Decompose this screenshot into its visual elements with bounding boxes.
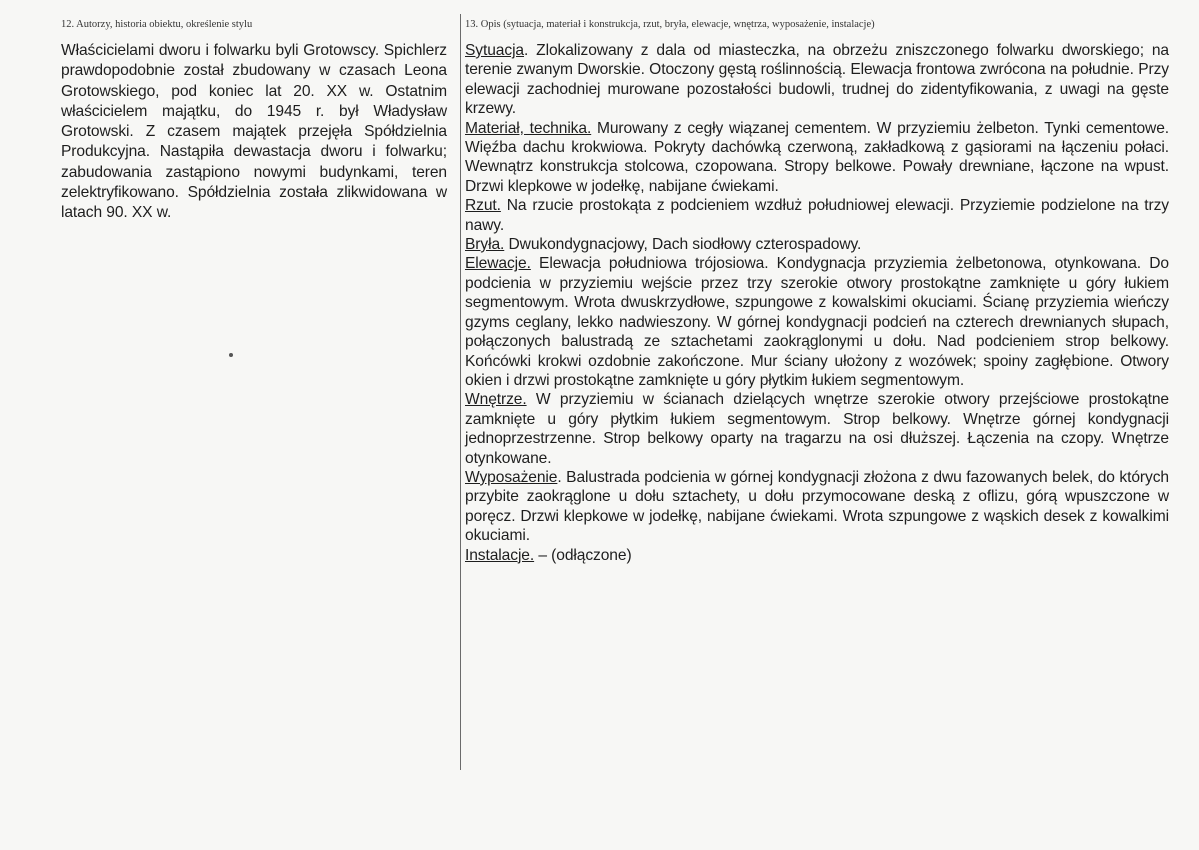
section-text: W przyziemiu w ścianach dzielących wnętrze szerokie otwory przejściowe prostokątne zamknięte u góry płytkim łukiem segmentowym. Strop belkowy. Wnętrze górnej kondygnacji jednoprzestrzenne. Strop belkowy oparty na tragarzu na osi dłuższej. Łączenia na czopy. Wnętrze otynkowane. [465, 391, 1169, 467]
section-text: Dwukondygnacjowy, Dach siodłowy czterospadowy. [504, 236, 862, 254]
section-rzut [465, 196, 1169, 235]
history-text: Właścicielami dworu i folwarku byli Grotowscy. Spichlerz prawdopodobnie został zbudowany w czasach Leona Grotowskiego, pod koniec lat 20. XX w. Ostatnim właścicielem majątku, do 1945 r. był Władysław Grotowski. Z czasem majątek przejęła Spółdzielnia Produkcyjna. Nastąpiła dewastacja dworu i folwarku; zabudowania zastąpiono nowymi budynkami, teren zelektryfikowano. Spółdzielnia została zlikwidowana w latach 90. XX w. [61, 42, 447, 222]
section-wnetrze [465, 390, 1169, 468]
section-text: Na rzucie prostokąta z podcieniem wzdłuż południowej elewacji. Przyziemie podzielone na trzy nawy. [465, 197, 1169, 234]
description-column-header: 13. Opis (sytuacja, materiał i konstrukcja, rzut, bryła, elewacje, wnętrza, wyposażenie, instalacje) [465, 19, 875, 30]
section-label: Instalacje. [465, 546, 535, 564]
section-label: Sytuacja [465, 42, 525, 59]
section-label: Wnętrze. [465, 391, 527, 409]
section-bryla [465, 235, 1169, 254]
history-column-header: 12. Autorzy, historia obiektu, określenie stylu [61, 19, 253, 30]
description-column [465, 18, 1169, 565]
section-label: Bryła. [465, 236, 505, 254]
section-label: Materiał, technika. [465, 119, 592, 137]
section-label: Wyposażenie [465, 468, 558, 486]
scan-speck [229, 353, 233, 357]
section-text: – (odłączone) [534, 546, 632, 564]
section-elewacje [465, 254, 1169, 390]
section-instalacje [465, 546, 1169, 565]
section-label: Elewacje. [465, 255, 531, 273]
history-column [61, 18, 447, 224]
description-body [465, 41, 1169, 565]
section-label: Rzut. [465, 197, 501, 215]
column-divider [460, 14, 461, 770]
section-text: . Zlokalizowany z dala od miasteczka, na obrzeżu zniszczonego folwarku dworskiego; na terenie zwanym Dworskie. Otoczony gęstą roślinnością. Elewacja frontowa zwrócona na południe. Przy elewacji zachodniej murowane pozostałości budowli, trudnej do zidentyfikowania, z uwagi na gęste krzewy. [465, 42, 1169, 118]
section-text: Murowany z cegły wiązanej cementem. W przyziemiu żelbeton. Tynki cementowe. Więźba dachu krokwiowa. Pokryty dachówką czerwoną, zakładkową z gąsiorami na łączeniu połaci. Wewnątrz konstrukcja stolcowa, czopowana. Stropy belkowe. Powały drewniane, łączone na wpust. Drzwi klepkowe w jodełkę, nabijane ćwiekami. [465, 119, 1169, 195]
section-wyposazenie [465, 468, 1169, 546]
section-text: . Balustrada podcienia w górnej kondygnacji złożona z dwu fazowanych belek, do których przybite zaokrąglone u dołu sztachety, u dołu przymocowane deską z oflizu, górą wpuszczone w poręcz. Drzwi klepkowe w jodełkę, nabijane ćwiekami. Wrota szpungowe z wąskich desek z kowalkimi okuciami. [465, 468, 1169, 545]
section-material [465, 119, 1169, 197]
section-text: Elewacja południowa trójosiowa. Kondygnacja przyziemia żelbetonowa, otynkowana. Do podcienia w przyziemiu wejście przez trzy szerokie otwory prostokątne zamknięte u góry łukiem segmentowym. Wrota dwuskrzydłowe, szpungowe z kowalskimi okuciami. Ścianę przyziemia wieńczy gzyms ceglany, lekko nadwieszony. W górnej kondygnacji podcień na czterech drewnianych słupach, połączonych balustradą ze sztachetami zaokrąglonymi u dołu. Nad podcieniem strop belkowy. Końcówki krokwi ozdobnie zakończone. Mur ściany ułożony z wozówek; spoiny zagłębione. Otwory okien i drzwi prostokątne zamknięte u góry płytkim łukiem segmentowym. [465, 255, 1169, 389]
section-sytuacja [465, 41, 1169, 119]
